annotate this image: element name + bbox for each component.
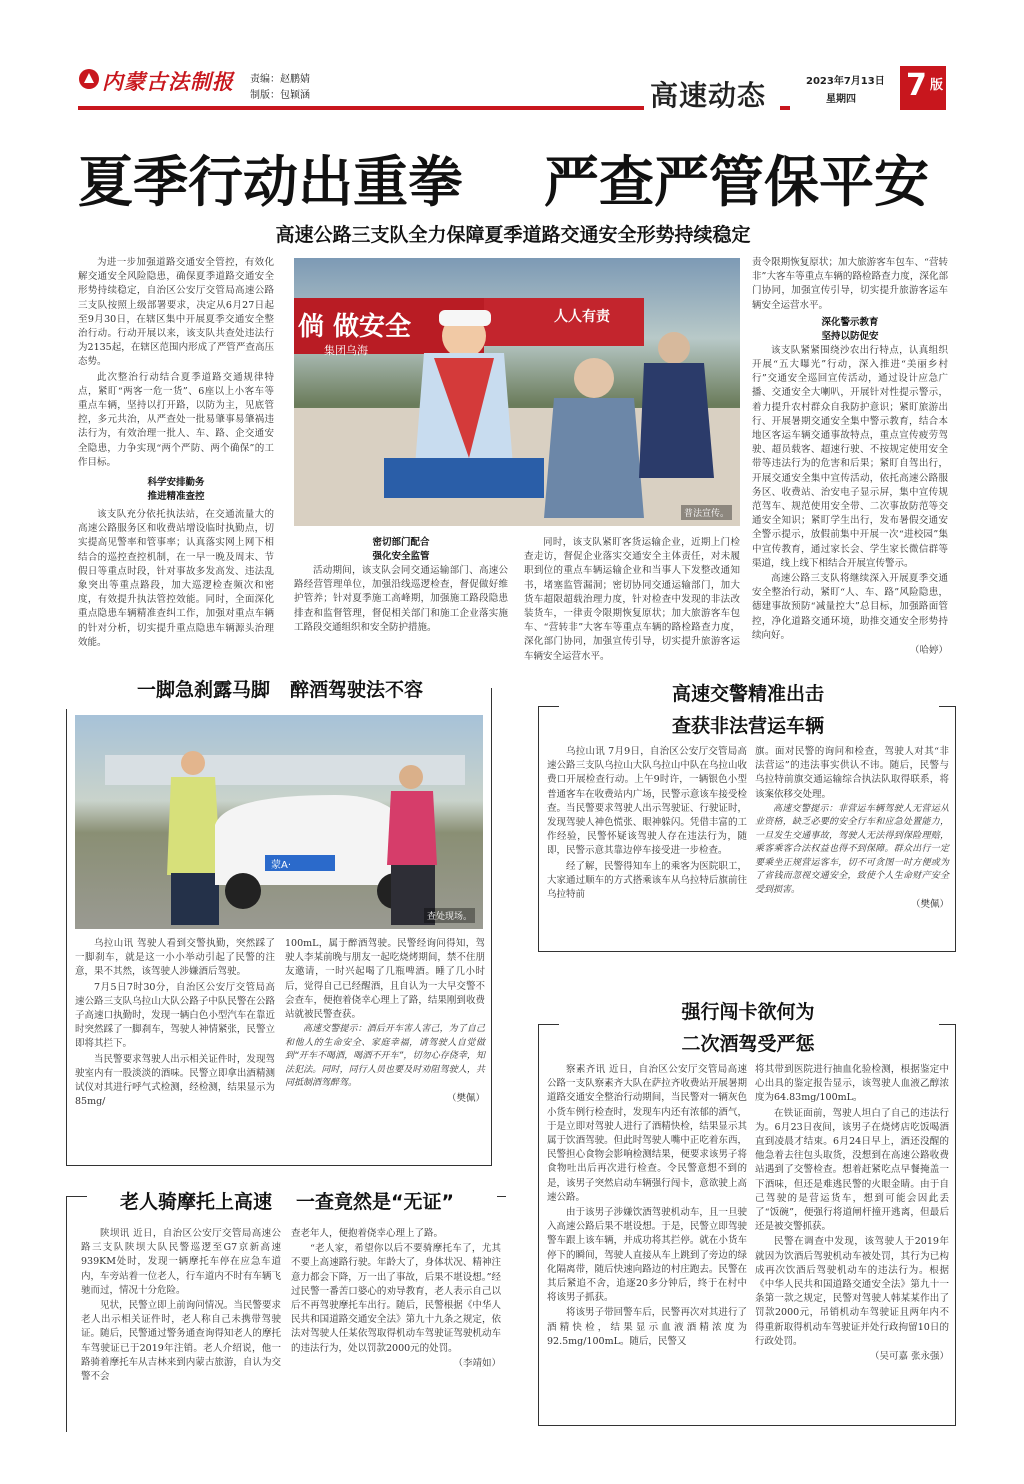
drunk-column-1: 乌拉山讯 驾驶人看到交警执勤，突然踩了一脚刹车，就是这一小小举动引起了民警的注意，果不其然，该驾驶人涉嫌酒后驾驶。 7月5日7时30分，自治区公安厅交管局高速公路三支队乌拉山大队公路子中队民警在公路子高速口执勤时，发现一辆白色小型汽车在靠近时突然踩了一脚刹车，驾驶人神情紧张，民警立即将其拦下。 当民警要求驾驶人出示相关证件时，发现驾驶室内有一股淡淡的酒味。民警立即拿出酒精测试仪对其进行呼气式检测，经检测，结果显示为85mg/ xyxy=(75,938,275,1108)
lead-author: （哈婷） xyxy=(909,645,948,657)
page-number: 7 xyxy=(906,68,927,103)
newspaper-logo-text: 内蒙古法制报 xyxy=(102,69,234,94)
chase-headline-1: 强行闯卡欲何为 xyxy=(681,1001,815,1023)
drunk-headline: 一脚急刹露马脚 醉酒驾驶法不容 xyxy=(136,679,424,701)
illegal-column-1: 乌拉山讯 7月9日，自治区公安厅交管局高速公路三支队乌拉山大队乌拉山中队在乌拉山收费口开展检查行动。上午9时许，一辆银色小型普通客车在收费站内广场，民警示意该车接受检查。当民警要求驾驶人出示驾驶证、行驶证时，发现驾驶人神色慌张、眼神躲闪。凭借丰富的工作经验，民警怀疑该驾驶人存在违法行为，随即，民警示意其靠边停车接受进一步检查。 经了解，民警得知车上的乘客为医院职工，大家通过顺车的方式搭乘该车从乌拉特后旗前往乌拉特前 xyxy=(547,746,747,901)
elder-author: （李靖如） xyxy=(453,1357,501,1369)
newspaper-logo-icon xyxy=(78,68,100,90)
checkpoint-crash-article xyxy=(538,1001,956,1426)
drunk-author: （樊佩） xyxy=(446,1092,485,1104)
chase-column-1: 察素齐讯 近日，自治区公安厅交管局高速公路一支队察素齐大队在萨拉齐收费站开展暑期道路交通安全整治行动期间，当民警对一辆灰色小货车例行检查时，发现车内还有浓郁的酒气，于是立即对驾驶人进行了酒精快检，结果显示其属于饮酒驾驶。但此时驾驶人嘴中正吃着东西，民警担心食物会影响检测结果，便要求该男子将食物吐出后再次进行检查。令民警意想不到的是，该男子突然启动车辆强行闯卡，意欲驶上高速公路。 由于该男子涉嫌饮酒驾驶机动车，且一旦驶入高速公路后果不堪设想。于是，民警立即驾驶警车跟上该车辆，并成功将其拦停。就在小货车停下的瞬间，驾驶人直接从车上跳到了旁边的绿化隔离带，随后快速向路边的村庄跑去。民警在其后紧追不舍，追逐20多分钟后，终于在村中将该男子抓获。 将该男子带回警车后，民警再次对其进行了酒精快检，结果显示血液酒精浓度为92.5mg/100mL。随后，民警又 xyxy=(547,1064,747,1347)
chase-author: （吴可嘉 张永强） xyxy=(869,1351,949,1363)
lead-subhead-1: 科学安排勤务 推进精准查控 xyxy=(147,477,205,503)
page-number-badge xyxy=(900,66,946,110)
editor-credit: 责编：赵鹏婧 xyxy=(250,74,310,85)
lead-subtitle: 高速公路三支队全力保障夏季道路交通安全形势持续稳定 xyxy=(275,224,751,246)
lead-subhead-2: 密切部门配合 强化安全监管 xyxy=(372,537,430,562)
masthead-rule xyxy=(78,106,644,110)
illegal-column-2: 旗。面对民警的询问和检查，驾驶人对其“非法营运”的违法事实供认不讳。随后，民警与乌拉特前旗交通运输综合执法队取得联系，将该案依移交处理。 高速交警提示：非营运车辆驾驶人无营运从业资格，缺乏必要的安全行车和应急处置能力，一旦发生交通事故，驾驶人无法得到保险理赔，乘客乘客合法权益也得不到保障。群众出行一定要乘坐正规营运客车，切不可贪图一时方便或为了省钱而忽视交通安全，致使个人生命财产安全受到损害。 （樊佩） xyxy=(755,745,949,947)
lead-headline-a: 夏季行动出重拳 xyxy=(78,149,464,214)
lead-subhead-3: 深化警示教育 坚持以防促安 xyxy=(821,316,879,342)
drunk-tip: 高速交警提示：酒后开车害人害己，为了自己和他人的生命安全、家庭幸福，请驾驶人自觉做到“开车不喝酒，喝酒不开车”，切勿心存侥幸，知法犯法。同时，同行人员也要及时劝阻驾驶人，共同抵制酒驾醉驾。 xyxy=(285,1024,485,1089)
page-label: 版 xyxy=(930,78,944,93)
illegal-author: （樊佩） xyxy=(910,899,949,911)
lead-photo-banner-1: 倘 做安全 xyxy=(298,312,412,342)
lead-photo-caption: 普法宣传。 xyxy=(681,505,732,520)
section-title: 高速动态 xyxy=(650,79,767,112)
drunk-driving-article xyxy=(66,679,492,1166)
lead-photo-banner-2: 人人有责 xyxy=(554,309,610,325)
masthead xyxy=(0,0,1024,116)
lead-headline-b: 严查严管保平安 xyxy=(544,149,930,214)
masthead-rule-right xyxy=(780,106,790,110)
illegal-operation-article xyxy=(538,683,956,952)
lead-photo-banner-3: 集团乌海 xyxy=(324,344,368,357)
lead-headline xyxy=(78,138,948,214)
chase-headline-2: 二次酒驾受严惩 xyxy=(681,1033,815,1055)
lead-column-3: 同时，该支队紧盯客货运输企业，近期上门检查走访，督促企业落实交通安全主体责任，对未履职到位的重点车辆运输企业和当事人下发整改通知书，堵塞监管漏洞；密切协同交通运输部门，加大货车超限超载治理力度，针对检查中发现的非法改装货车，一律责令限期恢复原状；加大旅游客车包车、“营转非”大客车等重点车辆的路检路查力度，深化部门协同，加强宣传引导，切实提升旅游客运车辆安全运营水平。 xyxy=(524,537,740,662)
drunk-photo-caption: 查处现场。 xyxy=(424,908,475,923)
drunk-photo-plate: 蒙A· xyxy=(271,860,292,871)
elder-headline: 老人骑摩托上高速 一查竟然是“无证” xyxy=(120,1191,454,1213)
drunk-photo xyxy=(75,715,483,929)
elder-column-1: 陕坝讯 近日，自治区公安厅交管局高速公路三支队陕坝大队民警巡逻至G7京新高速939KM处时，发现一辆摩托车停在应急车道内，车旁站着一位老人，行车道内不时有车辆飞驰而过，情况十分危险。 见状，民警立即上前询问情况。当民警要求老人出示相关证件时，老人称自己未携带驾驶证。随后，民警通过警务通查询得知老人的摩托车驾驶证已于2019年注销。老人介绍说，他一路骑着摩托车从吉林来到内蒙古旅游，自认为交警不会 xyxy=(81,1228,281,1383)
issue-weekday: 星期四 xyxy=(826,94,856,105)
elder-column-2: 查老年人，便抱着侥幸心理上了路。 “老人家，希望你以后不要骑摩托车了，尤其不要上高速路行驶。年龄大了，身体状况、精神注意力都会下降，万一出了事故，后果不堪设想。”经过民警一番苦口婆心的劝导教育，老人表示自己以后不再驾驶摩托车出行。随后，民警根据《中华人民共和国道路交通安全法》第九十九条之规定，依法对驾驶人任某依驾取得机动车驾驶证驾驶机动车的违法行为，处以罚款2000元的处罚。 （李靖如） xyxy=(291,1227,501,1431)
issue-date: 2023年7月13日 xyxy=(806,76,885,87)
illegal-tip: 高速交警提示：非营运车辆驾驶人无营运从业资格，缺乏必要的安全行车和应急处置能力，一旦发生交通事故，驾驶人无法得到保险理赔，乘客乘客合法权益也得不到保障。群众出行一定要乘坐正规营运客车，切不可贪图一时方便或为了省钱而忽视交通安全，致使个人生命财产安全受到损害。 xyxy=(755,803,949,895)
illegal-headline-1: 高速交警精准出击 xyxy=(671,683,824,705)
elder-motorcycle-article xyxy=(66,1191,506,1432)
producer-credit: 制版：包颖涵 xyxy=(250,90,310,101)
lead-column-4: 责令限期恢复原状；加大旅游客车包车、“营转非”大客车等重点车辆的路检路查力度，深化部门协同，加强宣传引导，切实提升旅游客运车辆安全运营水平。 深化警示教育 坚持以防促安 该支队紧紧围绕沙农出行特点，认真组织开展“五大曝光”行动，深入推进“美丽乡村行”交通安全巡回宣传活动，通过设计应急广播、交通安全大喇叭，开展针对性提示警示，着力提升农村群众自我防护意识；紧盯旅游出行、开展暑期交通安全集中警示教育，结合本地区客运车辆交通事故特点，重点宣传疲劳驾驶、超员载客、超速行驶、不按规定使用安全带等违法行为的危害和后果；紧盯自驾出行，开展交通安全集中宣传活动，依托高速公路服务区、收费站、治安电子显示屏，集中宣传规范驾车、规范使用安全带、二次事故防范等交通安全知识；紧盯学生出行，发布暑假交通安全警示提示，放假前集中开展一次“进校园”集中宣传教育，通过家长会、学生家长微信群等渠道，线上线下相结合开展宣传警示。 高速公路三支队将继续深入开展夏季交通安全整治行动，紧盯“人、车、路”风险隐患，德建事故预防“减量控大”总目标，加强路面管控，净化道路交通环境，助推交通安全形势持续向好。 （哈婷） xyxy=(752,256,948,650)
lead-column-2: 密切部门配合 强化安全监管 活动期间，该支队会同交通运输部门、高速公路经营管理单位，加强沿线巡逻检查，督促做好维护管养；针对夏季施工高峰期，加强施工路段隐患排查和监督管理，督促相关部门和施工企业落实施工路段交通组织和安全防护措施。 xyxy=(294,537,508,633)
illegal-headline-2: 查获非法营运车辆 xyxy=(671,715,824,737)
chase-column-2: 将其带到医院进行抽血化验检测，根据鉴定中心出具的鉴定报告显示，该驾驶人血液乙醇浓度为64.83mg/100mL。 在铁证面前，驾驶人坦白了自己的违法行为。6月23日夜间，该男子在烧烤店吃饭喝酒直到凌晨才结束。6月24日早上，酒还没醒的他急着去往包头取货，没想到在高速公路收费站遇到了交警检查。想着赶紧吃点早餐掩盖一下酒味，但还是难逃民警的火眼金睛。由于自己驾驶的是营运货车，想到可能会因此丢了“饭碗”，便强行将道闸杆撞开逃离，但最后还是被交警抓获。 民警在调查中发现，该驾驶人于2019年就因为饮酒后驾驶机动车被处罚，其行为已构成再次饮酒后驾驶机动车的违法行为。根据《中华人民共和国道路交通安全法》第九十一条第一款之规定，民警对驾驶人韩某某作出了罚款2000元，吊销机动车驾驶证且两年内不得重新取得机动车驾驶证并处行政拘留10日的行政处罚。 （吴可嘉 张永强） xyxy=(755,1063,949,1421)
lead-column-1: 为进一步加强道路交通安全管控，有效化解交通安全风险隐患，确保夏季道路交通安全形势持续稳定，自治区公安厅交管局高速公路三支队按照上级部署要求，决定从6月27日起至9月30日，在辖区集中开展夏季交通安全整治行动。行动开展以来，该支队共查处违法行为2135起，在辖区范围内形成了严管严查高压态势。 此次整治行动结合夏季道路交通规律特点，紧盯“两客一危一货”、6座以上小客车等重点车辆，坚持以打开路，以防为主，见底管控，多元共治，从严查处一批易肇事易肇祸违法行为，有效治理一批人、车、路、企交通安全隐患，力争实现“两个严防、两个确保”的工作目标。 科学安排勤务 推进精准查控 该支队充分依托执法站，在交通流量大的高速公路服务区和收费站增设临时执勤点，切实提高见警率和管事率；认真落实网上网下相结合的巡控查控机制，在一早一晚及周末、节假日等重点时段，针对事故多发高发、违法乱象突出等重点路段，加大巡逻检查频次和密度，有效提升执法管控效能。同时，全面深化重点隐患车辆精准查纠工作，加强对重点车辆的针对分析，切实提升重点隐患车辆源头治理效能。 xyxy=(78,257,274,648)
drunk-column-2: 100mL，属于醉酒驾驶。民警经询问得知，驾驶人李某前晚与朋友一起吃烧烤期间，禁不住朋友邀请，一时兴起喝了几瓶啤酒。睡了几小时后，觉得自己已经醒酒，且自认为一大早交警不会查车，便抱着侥幸心理上了路，结果刚到收费站就被民警查获。 高速交警提示：酒后开车害人害己，为了自己和他人的生命安全、家庭幸福，请驾驶人自觉做到“开车不喝酒，喝酒不开车”，切勿心存侥幸，知法犯法。同时，同行人员也要及时劝阻驾驶人，共同抵制酒驾醉驾。 （樊佩） xyxy=(285,937,485,1159)
lead-photo xyxy=(294,258,740,526)
